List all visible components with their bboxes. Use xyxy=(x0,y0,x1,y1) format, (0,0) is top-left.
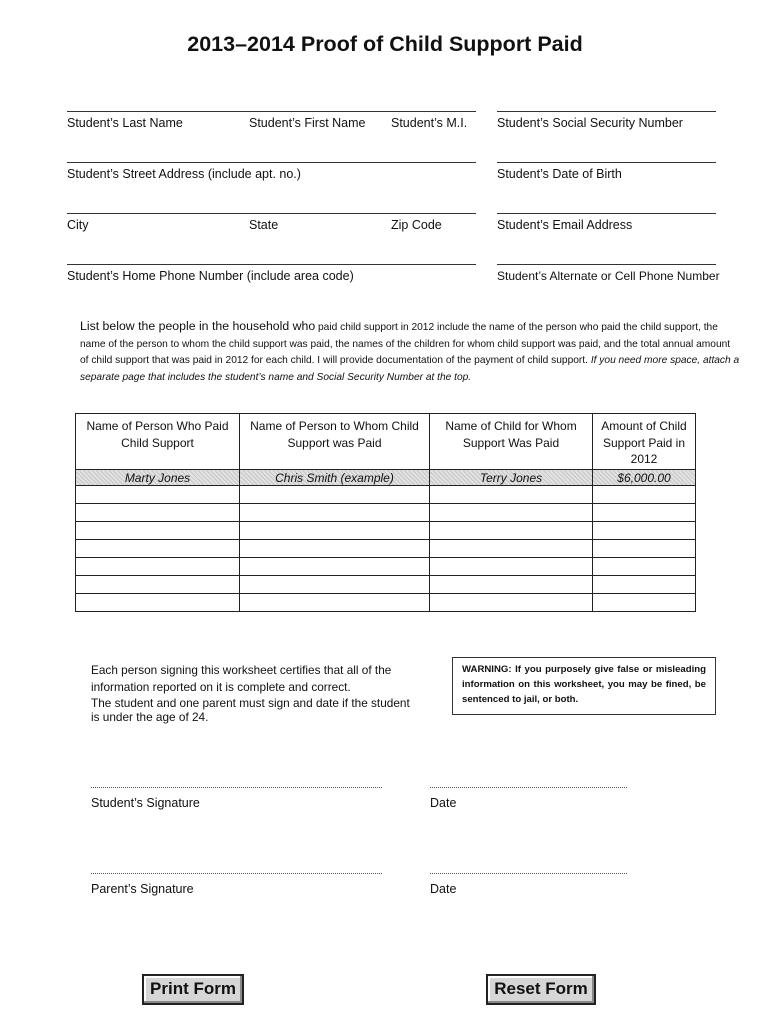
alt-phone-input[interactable] xyxy=(497,264,716,265)
table-row xyxy=(76,540,696,558)
table-cell[interactable] xyxy=(593,558,696,576)
example-payee: Chris Smith (example) xyxy=(240,470,430,486)
table-cell[interactable] xyxy=(593,504,696,522)
table-cell[interactable] xyxy=(430,504,593,522)
table-cell[interactable] xyxy=(76,486,240,504)
table-cell[interactable] xyxy=(76,540,240,558)
dob-input[interactable] xyxy=(497,162,716,163)
table-cell[interactable] xyxy=(430,594,593,612)
table-row xyxy=(76,558,696,576)
student-date-input[interactable] xyxy=(430,787,627,788)
instructions-body: paid child support in 2012 include the name of the person who paid the child support, the name of the person to whom the child support was paid, the names of the children for whom child support was paid, and the total annual amount of child support that was paid in 2012 for each child. I will provide documentation of the payment of child support. xyxy=(80,322,731,366)
table-cell[interactable] xyxy=(430,522,593,540)
certification-line2: The student and one parent must sign and date if the student is under the age of 24. xyxy=(91,696,410,724)
email-input[interactable] xyxy=(497,213,716,214)
example-child: Terry Jones xyxy=(430,470,593,486)
ssn-input[interactable] xyxy=(497,111,716,112)
state-label: State xyxy=(249,218,279,232)
child-support-table xyxy=(75,413,696,612)
email-label: Student’s Email Address xyxy=(497,218,633,232)
alt-phone-label: Student’s Alternate or Cell Phone Number xyxy=(497,269,720,283)
table-cell[interactable] xyxy=(240,522,430,540)
table-cell[interactable] xyxy=(76,504,240,522)
parent-signature-label: Parent’s Signature xyxy=(91,882,194,896)
instructions-lead: List below the people in the household who xyxy=(80,319,316,333)
parent-date-label: Date xyxy=(430,882,457,896)
col-header-child: Name of Child for Whom Support Was Paid xyxy=(430,414,593,470)
student-signature-input[interactable] xyxy=(91,787,382,788)
table-cell[interactable] xyxy=(593,522,696,540)
example-row xyxy=(76,470,696,486)
table-row xyxy=(76,594,696,612)
col-header-payee: Name of Person to Whom Child Support was Paid xyxy=(240,414,430,470)
table-cell[interactable] xyxy=(593,576,696,594)
street-address-input[interactable] xyxy=(67,162,476,163)
table-cell[interactable] xyxy=(240,576,430,594)
warning-box: WARNING: If you purposely give false or misleading information on this worksheet, you may be fined, be sentenced to jail, or both. xyxy=(452,657,716,715)
city-label: City xyxy=(67,218,89,232)
table-header-row xyxy=(76,414,696,470)
instructions-paragraph xyxy=(80,318,740,386)
table-cell[interactable] xyxy=(430,486,593,504)
table-row xyxy=(76,504,696,522)
table-row xyxy=(76,522,696,540)
instructions-note: If you need more space, attach a separate page that includes the student’s name and Social Security Number at the top. xyxy=(80,355,740,383)
example-amount: $6,000.00 xyxy=(593,470,696,486)
last-name-label: Student’s Last Name xyxy=(67,116,183,130)
home-phone-input[interactable] xyxy=(67,264,476,265)
table-cell[interactable] xyxy=(240,540,430,558)
table-cell[interactable] xyxy=(240,594,430,612)
table-cell[interactable] xyxy=(240,504,430,522)
ssn-label: Student’s Social Security Number xyxy=(497,116,683,130)
home-phone-label: Student’s Home Phone Number (include area code) xyxy=(67,269,354,283)
table-cell[interactable] xyxy=(430,558,593,576)
table-cell[interactable] xyxy=(430,540,593,558)
reset-form-button[interactable]: Reset Form xyxy=(486,974,596,1005)
zip-label: Zip Code xyxy=(391,218,442,232)
table-cell[interactable] xyxy=(593,540,696,558)
street-address-label: Student’s Street Address (include apt. no.) xyxy=(67,167,301,181)
print-form-button[interactable]: Print Form xyxy=(142,974,244,1005)
col-header-amount: Amount of Child Support Paid in 2012 xyxy=(593,414,696,470)
table-cell[interactable] xyxy=(76,576,240,594)
page-title: 2013–2014 Proof of Child Support Paid xyxy=(187,32,583,56)
table-cell[interactable] xyxy=(240,486,430,504)
dob-label: Student’s Date of Birth xyxy=(497,167,622,181)
certification-line1: Each person signing this worksheet certifies that all of the information reported on it is complete and correct. xyxy=(91,663,392,694)
table-row xyxy=(76,576,696,594)
table-row xyxy=(76,486,696,504)
table-cell[interactable] xyxy=(76,594,240,612)
certification-text xyxy=(91,662,411,724)
col-header-payer: Name of Person Who Paid Child Support xyxy=(76,414,240,470)
parent-date-input[interactable] xyxy=(430,873,627,874)
city-state-zip-input[interactable] xyxy=(67,213,476,214)
student-date-label: Date xyxy=(430,796,457,810)
student-signature-label: Student’s Signature xyxy=(91,796,200,810)
table-cell[interactable] xyxy=(593,594,696,612)
table-cell[interactable] xyxy=(430,576,593,594)
parent-signature-input[interactable] xyxy=(91,873,382,874)
table-cell[interactable] xyxy=(76,558,240,576)
mi-label: Student’s M.I. xyxy=(391,116,468,130)
last-name-input[interactable] xyxy=(67,111,476,112)
first-name-label: Student’s First Name xyxy=(249,116,366,130)
table-cell[interactable] xyxy=(76,522,240,540)
table-cell[interactable] xyxy=(593,486,696,504)
example-payer: Marty Jones xyxy=(76,470,240,486)
table-cell[interactable] xyxy=(240,558,430,576)
